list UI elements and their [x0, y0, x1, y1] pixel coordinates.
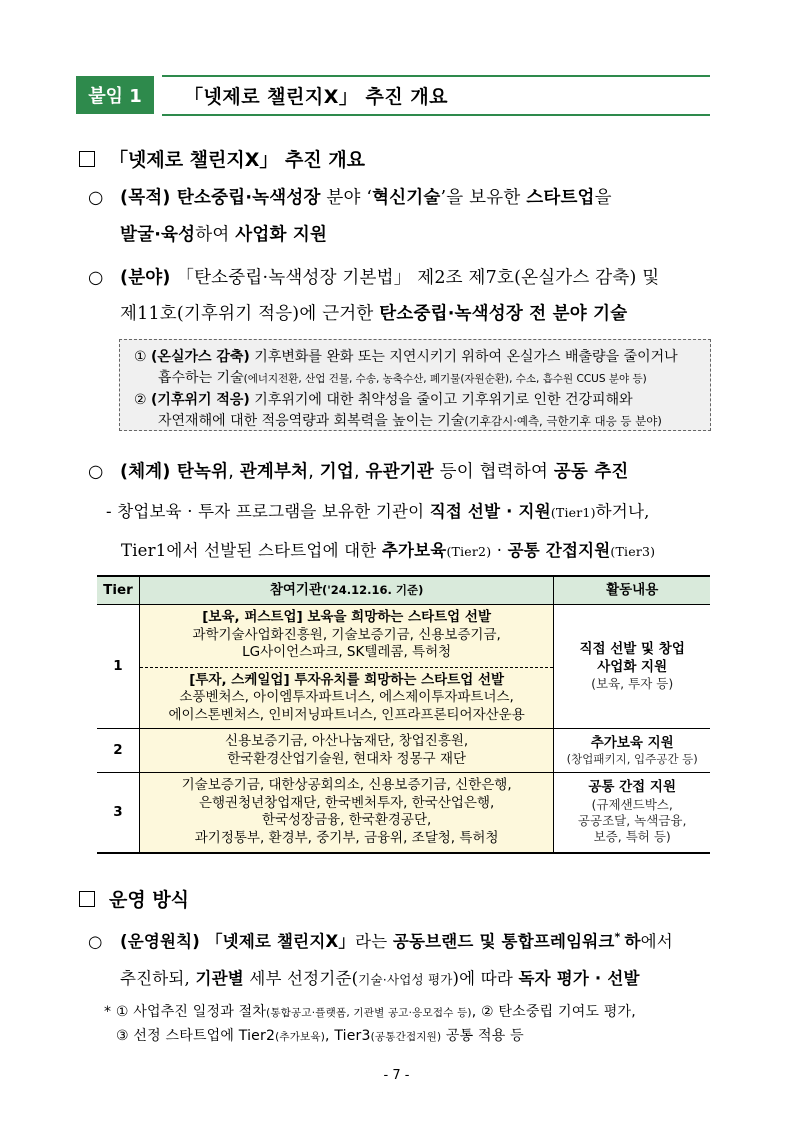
attachment-badge: 붙임 1: [76, 76, 154, 114]
header-activity: 활동내용: [554, 576, 710, 605]
table-header-row: [97, 576, 710, 605]
bullet-purpose-line1: ○ (목적) 탄소중립·녹색성장 분야 ‘혁신기술’을 보유한 스타트업을: [88, 188, 612, 208]
activity-cell: 공통 간접 지원 (규제샌드박스, 공공조달, 녹색금융, 보증, 특허 등): [554, 773, 710, 853]
note-line-3: ② (기후위기 적응) 기후위기에 대한 취약성을 줄이고 기후위기로 인한 건강피해와: [134, 392, 633, 408]
bullet-structure: ○ (체계) 탄녹위, 관계부처, 기업, 유관기관 등이 협력하여 공동 추진: [88, 462, 629, 482]
tier-cell: 1: [97, 605, 139, 729]
bullet-principle-line2: 추진하되, 기관별 세부 선정기준(기술·사업성 평가)에 따라 독자 평가 · 선발: [120, 969, 640, 988]
section-title: 운영 방식: [109, 889, 190, 911]
bullet-principle-line1: ○ (운영원칙) 「넷제로 챌린지X」라는 공동브랜드 및 통합프레임워크* 하에서: [88, 930, 673, 951]
definition-note-box: [119, 339, 711, 431]
circle-bullet-icon: ○: [88, 188, 104, 208]
bullet-purpose-line2: 발굴·육성하여 사업화 지원: [120, 225, 328, 245]
footnote-line1: * ① 사업추진 일정과 절차(통합공고·플랫폼, 기관별 공고·응모접수 등), ② 탄소중립 기여도 평가,: [104, 1004, 636, 1020]
checkbox-square-icon: [79, 891, 95, 907]
dash-line-2: Tier1에서 선발된 스타트업에 대한 추가보육(Tier2) · 공통 간접지원(Tier3): [121, 541, 656, 560]
header-org: 참여기관('24.12.16. 기준): [139, 576, 554, 605]
circle-bullet-icon: ○: [88, 268, 104, 288]
table-row: [97, 605, 710, 729]
note-line-2: 흡수하는 기술(에너지전환, 산업 건물, 수송, 농축수산, 폐기물(자원순환), 수소, 흡수원 CCUS 분야 등): [158, 370, 647, 386]
note-line-4: 자연재해에 대한 적응역량과 회복력을 높이는 기술(기후감시·예측, 극한기후 대응 등 분야): [158, 413, 662, 429]
note-line-1: ① (온실가스 감축) 기후변화를 완화 또는 지연시키기 위하여 온실가스 배출량을 줄이거나: [134, 349, 678, 365]
checkbox-square-icon: [79, 151, 95, 167]
circle-bullet-icon: ○: [88, 462, 104, 482]
tier-cell: 3: [97, 773, 139, 853]
header-rule-bottom: [162, 114, 710, 116]
page-title: 「넷제로 챌린지X」 추진 개요: [184, 86, 449, 108]
footnote-line2: ③ 선정 스타트업에 Tier2(추가보육), Tier3(공통간접지원) 공통 적용 등: [116, 1028, 524, 1044]
tier1-investment-block: [투자, 스케일업] 투자유치를 희망하는 스타트업 선발 소풍벤처스, 아이엠투자파트너스, 에스제이투자파트너스, 에이스톤벤처스, 인비저닝파트너스, 인프라프론티어자산운용: [168, 671, 525, 723]
header-rule-top: [162, 75, 710, 77]
page-number: - 7 -: [383, 1068, 410, 1083]
header-tier: Tier: [97, 576, 139, 605]
section-title: 「넷제로 챌린지X」 추진 개요: [109, 149, 366, 171]
org-cell: 기술보증기금, 대한상공회의소, 신용보증기금, 신한은행, 은행권청년창업재단, 한국벤처투자, 한국산업은행, 한국성장금융, 한국환경공단, 과기정통부, 환경부, 중기부, 금융위, 조달청, 특허청: [139, 773, 554, 853]
activity-cell: 직접 선발 및 창업 사업화 지원 (보육, 투자 등): [554, 605, 710, 729]
section-heading-operation: [79, 885, 189, 912]
circle-bullet-icon: ○: [88, 932, 103, 951]
bullet-scope-line2: 제11호(기후위기 적응)에 근거한 탄소중립·녹색성장 전 분야 기술: [120, 304, 628, 324]
activity-cell: 추가보육 지원 (창업패키지, 입주공간 등): [554, 729, 710, 773]
table-row: [97, 729, 710, 773]
tier1-incubation-block: [보육, 퍼스트업] 보육을 희망하는 스타트업 선발 과학기술사업화진흥원, 기술보증기금, 신용보증기금, LG사이언스파크, SK텔레콤, 특허청: [140, 605, 554, 668]
tier-table: [97, 575, 710, 854]
section-heading-overview: [79, 145, 365, 172]
bullet-scope-line1: ○ (분야) 「탄소중립·녹색성장 기본법」 제2조 제7호(온실가스 감축) 및: [88, 268, 660, 288]
dash-line-1: - 창업보육 · 투자 프로그램을 보유한 기관이 직접 선발 · 지원(Tier1)하거나,: [106, 502, 650, 521]
org-cell: 신용보증기금, 아산나눔재단, 창업진흥원, 한국환경산업기술원, 현대차 정몽구 재단: [139, 729, 554, 773]
tier-cell: 2: [97, 729, 139, 773]
table-row: [97, 773, 710, 853]
org-cell: [139, 605, 554, 729]
